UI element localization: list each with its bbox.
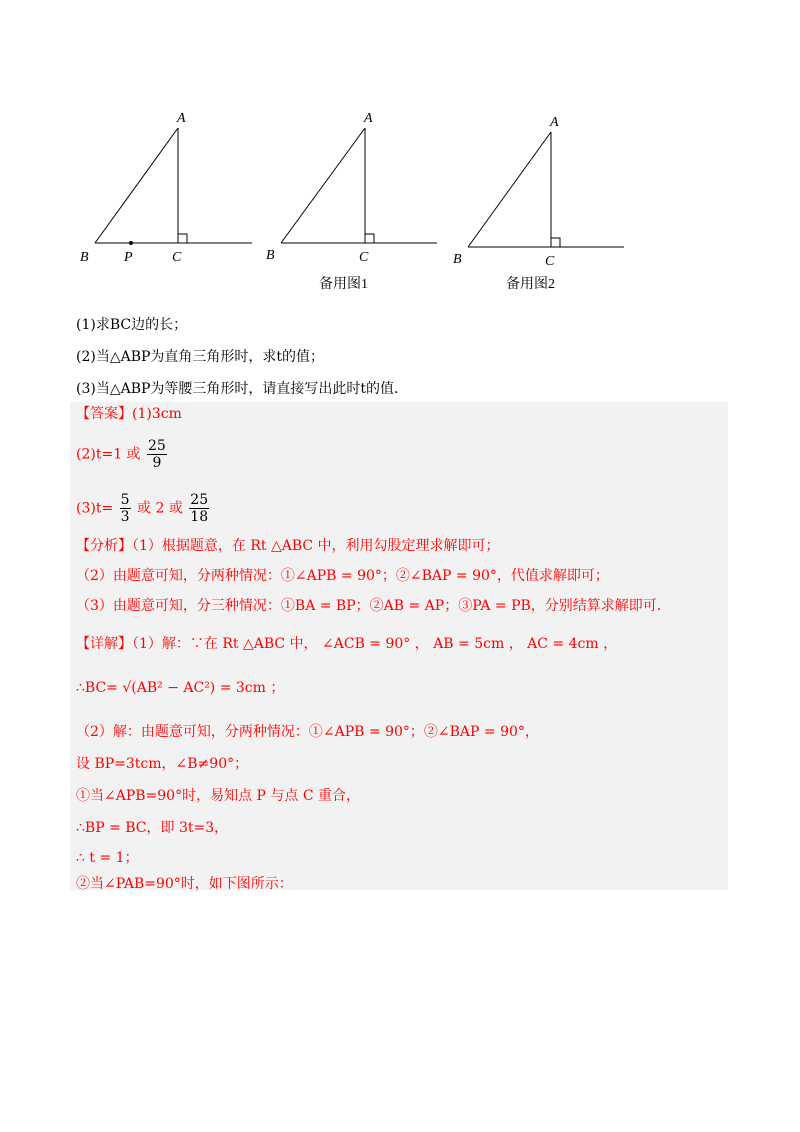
analysis-text-1: （1）根据题意，在 Rt △ABC 中，利用勾股定理求解即可；: [132, 538, 500, 554]
answer-panel: [70, 402, 728, 890]
fraction-5-3: $\frac{5}{3}$: [120, 492, 130, 525]
detail-line-4: 设 BP=3tcm，∠B≠90°；: [76, 756, 249, 772]
detail-line-8: ②当∠PAB=90°时，如下图所示：: [76, 876, 293, 892]
answer-3-mid: 或 2 或: [137, 500, 183, 517]
label-a: A: [177, 111, 186, 126]
answer-line-1: [76, 404, 182, 424]
detail-line-7: ∴ t = 1；: [76, 850, 139, 866]
question-2: (2)当△ABP为直角三角形时，求t的值；: [76, 349, 325, 365]
label-c: C: [545, 254, 555, 269]
analysis-line-2: （2）由题意可知，分两种情况：①∠APB = 90°；②∠BAP = 90°，代值求解即可；: [76, 568, 609, 584]
question-1: (1)求BC边的长；: [76, 317, 188, 333]
label-p: P: [124, 250, 133, 265]
analysis-tag: 【分析】: [76, 538, 132, 554]
question-3: (3)当△ABP为等腰三角形时，请直接写出此时t的值．: [76, 381, 409, 397]
point-p-dot: [129, 241, 133, 245]
detail-line-6: ∴BP = BC，即 3t=3，: [76, 820, 229, 836]
label-c: C: [359, 250, 369, 265]
figure-row: [0, 100, 800, 300]
answer-3-prefix: (3)t=: [76, 500, 114, 517]
answer-tag: 【答案】: [76, 406, 132, 422]
figure-main: [95, 128, 252, 243]
label-c: C: [172, 250, 182, 265]
analysis-line-1: [76, 536, 500, 556]
detail-line-1: [76, 634, 617, 654]
analysis-line-3: （3）由题意可知，分三种情况：①BA = BP；②AB = AP；③PA = PB，分别结算求解即可．: [76, 598, 671, 614]
label-b: B: [453, 252, 462, 267]
figure-spare-2: [468, 132, 624, 247]
label-b: B: [80, 250, 89, 265]
answer-line-3: [76, 492, 211, 525]
detail-line-2: ∴BC= √(AB² − AC²) = 3cm ；: [76, 680, 285, 696]
answer-1: (1)3cm: [132, 406, 182, 422]
answer-line-2: [76, 438, 169, 471]
label-a: A: [550, 115, 559, 130]
detail-tag: 【详解】: [76, 636, 132, 652]
fraction-25-18: $\frac{25}{18}$: [190, 492, 209, 525]
label-b: B: [266, 248, 275, 263]
answer-2-prefix: (2)t=1 或: [76, 446, 141, 463]
fraction-25-9: $\frac{25}{9}$: [148, 438, 166, 471]
label-a: A: [364, 111, 373, 126]
triangle-figures: [0, 100, 800, 300]
detail-line-5: ①当∠APB=90°时，易知点 P 与点 C 重合，: [76, 788, 361, 804]
caption-spare-1: 备用图1: [319, 277, 368, 292]
detail-text-1: （1）解：∵在 Rt △ABC 中， ∠ACB = 90° ， AB = 5cm ， AC = 4cm ，: [132, 636, 618, 652]
detail-line-3: （2）解：由题意可知，分两种情况：①∠APB = 90°；②∠BAP = 90°，: [76, 724, 539, 740]
caption-spare-2: 备用图2: [506, 277, 555, 292]
figure-spare-1: [281, 128, 437, 243]
